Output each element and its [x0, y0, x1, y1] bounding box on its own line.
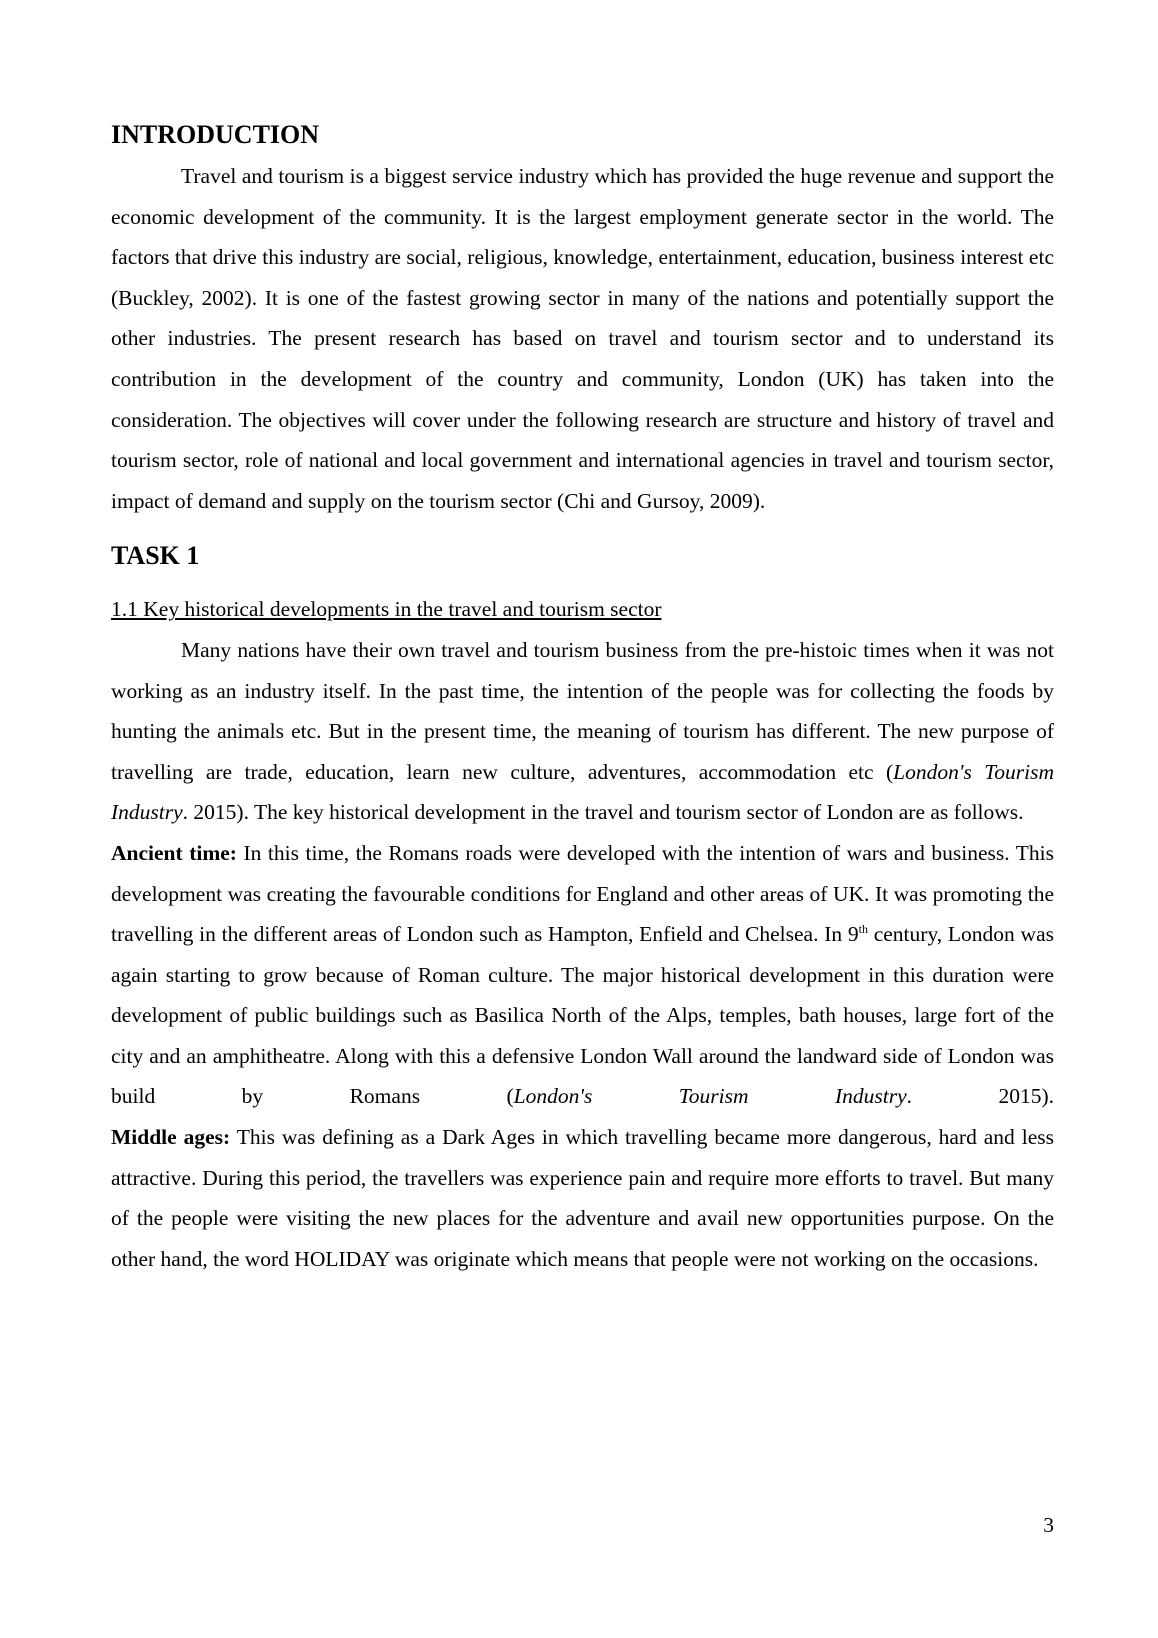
middle-ages-label: Middle ages: — [111, 1125, 231, 1150]
page-number: 3 — [1043, 1513, 1054, 1537]
ancient-time-paragraph — [111, 833, 1054, 1117]
ancient-time-text: In this time, the Romans roads were developed with the intention of wars and business. This development was creating the favourable conditions for England and other areas of UK. It was promoting the travelling in the different areas of London such as Hampton, Enfield and Chelsea. In 9 — [111, 840, 1054, 947]
document-page — [111, 118, 1054, 1279]
introduction-heading: INTRODUCTION — [111, 120, 320, 149]
ancient-time-label: Ancient time: — [111, 840, 237, 865]
middle-ages-paragraph — [111, 1117, 1054, 1279]
ancient-citation-end: . 2015). — [906, 1084, 1054, 1109]
historical-intro-text: Many nations have their own travel and tourism business from the pre-histoic times when it was not working as an industry itself. In the past time, the intention of the people was for collecting the foods by hunting the animals etc. But in the present time, the meaning of tourism has different. The new purpose of travelling are trade, education, learn new culture, adventures, accommodation etc ( — [111, 637, 1054, 784]
section-1-1-subheading: 1.1 Key historical developments in the travel and tourism sector — [111, 597, 662, 622]
ordinal-superscript: th — [858, 921, 868, 936]
citation-title: London's Tourism Industry — [111, 759, 1054, 825]
task1-heading: TASK 1 — [111, 541, 200, 571]
middle-ages-text: This was defining as a Dark Ages in which travelling became more dangerous, hard and less attractive. During this period, the travellers was experience pain and require more efforts to travel. But many of the people were visiting the new places for the adventure and avail new opportunities purpose. On the other hand, the word HOLIDAY was originate which means that people were not working on the occasions. — [111, 1125, 1054, 1271]
ancient-citation-title: London's Tourism Industry — [513, 1084, 907, 1109]
ancient-time-text-continued: century, London was again starting to grow because of Roman culture. The major historical development in this duration were development of public buildings such as Basilica North of the Alps, temples, bath houses, large fort of the city and an amphitheatre. Along with this a defensive London Wall around the landward side of London was build by Romans ( — [111, 922, 1054, 1109]
historical-intro-text-end: . 2015). The key historical development in the travel and tourism sector of London are as follows. — [182, 800, 1024, 825]
historical-intro-paragraph — [111, 630, 1054, 833]
introduction-paragraph: Travel and tourism is a biggest service industry which has provided the huge revenue and support the economic development of the community. It is the largest employment generate sector in the world. The factors that drive this industry are social, religious, knowledge, entertainment, education, business interest etc (Buckley, 2002). It is one of the fastest growing sector in many of the nations and potentially support the other industries. The present research has based on travel and tourism sector and to understand its contribution in the development of the country and community, London (UK) has taken into the consideration. The objectives will cover under the following research are structure and history of travel and tourism sector, role of national and local government and international agencies in travel and tourism sector, impact of demand and supply on the tourism sector (Chi and Gursoy, 2009). — [111, 164, 1054, 513]
